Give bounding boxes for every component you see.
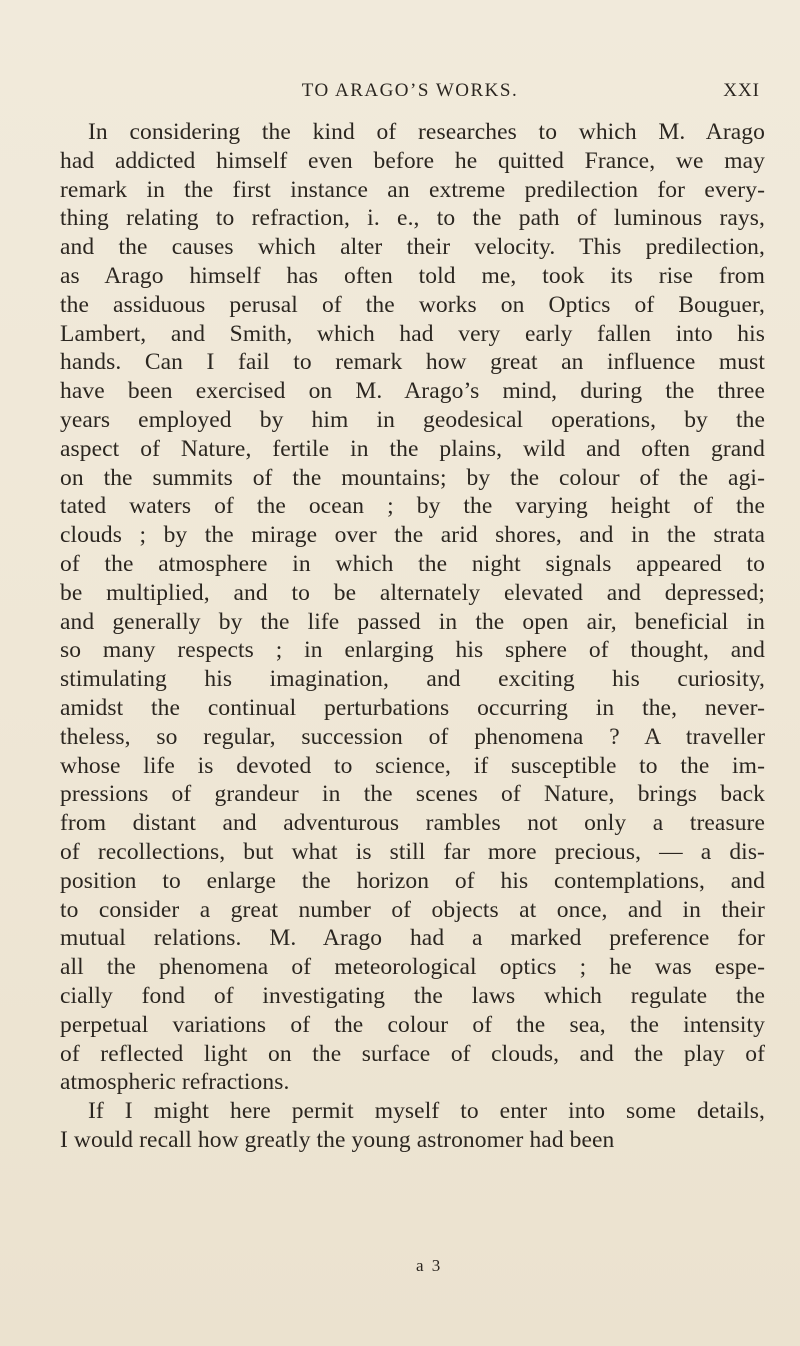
- text-line: hands. Can I fail to remark how great an influence must: [60, 349, 765, 376]
- text-line: stimulating his imagination, and exciting his curiosity,: [60, 666, 765, 693]
- text-line: have been exercised on M. Arago’s mind, during the three: [60, 378, 765, 405]
- text-line: perpetual variations of the colour of the sea, the intensity: [60, 1011, 765, 1038]
- text-line: thing relating to refraction, i. e., to the path of luminous rays,: [60, 205, 765, 232]
- text-line: I would recall how greatly the young astronomer had been: [60, 1126, 615, 1153]
- running-title: TO ARAGO’S WORKS.: [301, 80, 519, 101]
- text-line: all the phenomena of meteorological optics ; he was espe-: [60, 954, 765, 981]
- text-line: the assiduous perusal of the works on Optics of Bouguer,: [60, 291, 765, 318]
- text-line: be multiplied, and to be alternately elevated and depressed;: [60, 579, 765, 606]
- text-line: remark in the first instance an extreme predilection for every-: [60, 176, 765, 203]
- text-line: of recollections, but what is still far more precious, — a dis-: [60, 838, 765, 865]
- text-line: mutual relations. M. Arago had a marked preference for: [60, 925, 765, 952]
- text-line: had addicted himself even before he quitted France, we may: [60, 147, 765, 174]
- text-line: If I might here permit myself to enter into some details,: [88, 1098, 765, 1125]
- page-number: XXI: [723, 80, 760, 101]
- running-head: [60, 80, 760, 110]
- text-line: years employed by him in geodesical operations, by the: [60, 406, 765, 433]
- text-line: atmospheric refractions.: [60, 1069, 290, 1096]
- text-line: cially fond of investigating the laws which regulate the: [60, 982, 765, 1009]
- text-line: amidst the continual perturbations occurring in the, never-: [60, 694, 765, 721]
- text-line: In considering the kind of researches to which M. Arago: [88, 119, 765, 145]
- text-line: as Arago himself has often told me, took its rise from: [60, 262, 765, 289]
- text-line: of reflected light on the surface of clouds, and the play of: [60, 1040, 765, 1067]
- text-line: of the atmosphere in which the night signals appeared to: [60, 550, 765, 577]
- text-line: so many respects ; in enlarging his sphere of thought, and: [60, 637, 765, 664]
- text-line: whose life is devoted to science, if susceptible to the im-: [60, 752, 765, 779]
- text-line: on the summits of the mountains; by the colour of the agi-: [60, 464, 765, 491]
- text-line: position to enlarge the horizon of his contemplations, and: [60, 867, 765, 894]
- signature-mark: a 3: [416, 1256, 443, 1275]
- text-line: theless, so regular, succession of phenomena ? A traveller: [60, 723, 765, 750]
- text-line: clouds ; by the mirage over the arid shores, and in the strata: [60, 522, 765, 549]
- text-line: and the causes which alter their velocity. This predilection,: [60, 234, 765, 261]
- text-line: to consider a great number of objects at once, and in their: [60, 896, 765, 923]
- text-line: aspect of Nature, fertile in the plains, wild and often grand: [60, 435, 765, 462]
- text-line: Lambert, and Smith, which had very early fallen into his: [60, 320, 765, 347]
- text-line: and generally by the life passed in the open air, beneficial in: [60, 608, 765, 635]
- text-line: from distant and adventurous rambles not only a treasure: [60, 810, 765, 837]
- text-line: pressions of grandeur in the scenes of Nature, brings back: [60, 781, 765, 808]
- text-line: tated waters of the ocean ; by the varying height of the: [60, 493, 765, 520]
- body-text: [60, 118, 765, 1155]
